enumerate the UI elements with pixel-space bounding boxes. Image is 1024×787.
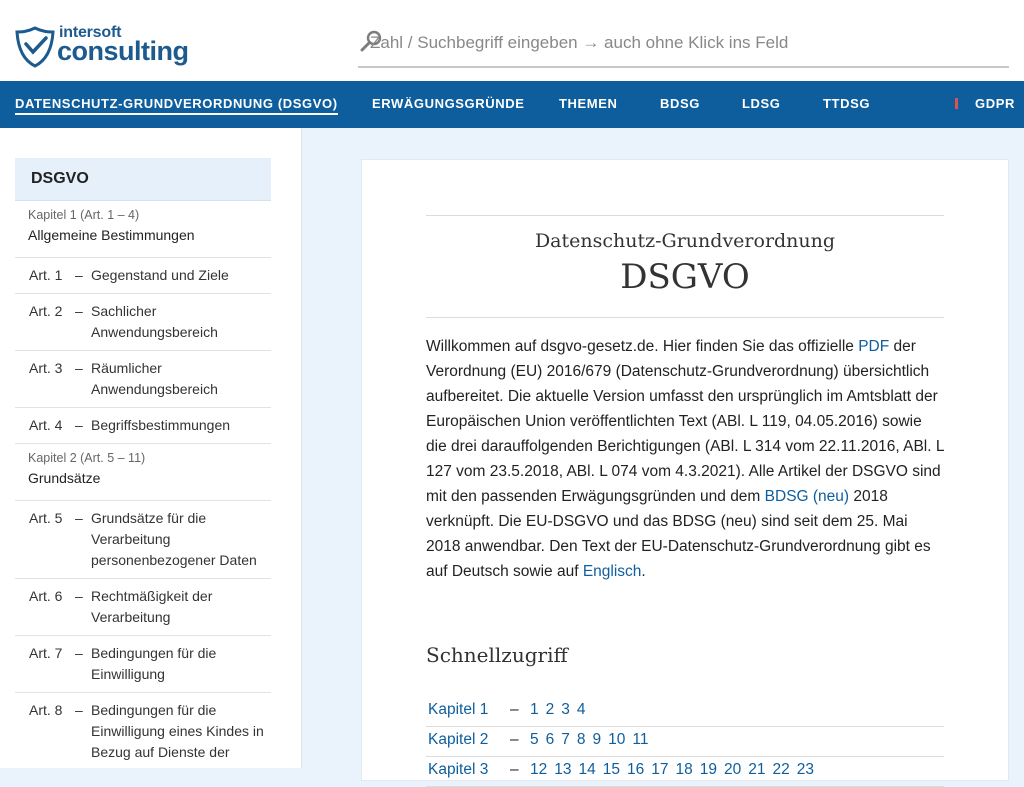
article-dash: –	[75, 510, 83, 526]
search-bar	[358, 22, 1009, 68]
article-dash: –	[75, 303, 83, 319]
article-number: Art. 5	[29, 510, 63, 526]
article-dash: –	[75, 267, 83, 283]
intro-text-1: Willkommen auf dsgvo-gesetz.de. Hier finden Sie das offizielle	[426, 338, 859, 355]
sidebar-item-art-7[interactable]	[15, 636, 271, 693]
page-subtitle: Datenschutz-Grundverordnung	[534, 230, 836, 252]
article-title: Bedingungen für die Einwilligung	[91, 645, 217, 682]
quick-article-link[interactable]: 17	[651, 761, 669, 778]
chapter-number: Kapitel 2 (Art. 5 – 11)	[28, 451, 146, 465]
article-dash: –	[75, 702, 83, 718]
sidebar-item-art-8[interactable]	[15, 693, 271, 783]
quick-access-row	[426, 696, 944, 727]
quick-article-link[interactable]: 3	[561, 701, 570, 718]
intro-text-4: .	[641, 563, 646, 580]
shield-logo-icon	[15, 26, 55, 68]
nav-item-dsgvo[interactable]: DATENSCHUTZ-GRUNDVERORDNUNG (DSGVO)	[15, 96, 338, 115]
quick-dash: –	[510, 701, 519, 718]
article-title: Sachlicher Anwendungsbereich	[91, 303, 218, 340]
article-title: Gegenstand und Ziele	[91, 267, 229, 283]
pdf-link[interactable]: PDF	[858, 338, 890, 355]
article-dash: –	[75, 645, 83, 661]
quick-article-links	[530, 761, 821, 779]
quick-article-link[interactable]: 13	[554, 761, 572, 778]
quick-article-link[interactable]: 14	[578, 761, 596, 778]
article-dash: –	[75, 360, 83, 376]
bdsg-link[interactable]: BDSG (neu)	[764, 488, 850, 505]
logo-text-big: consulting	[57, 36, 189, 66]
intro-paragraph	[426, 334, 946, 584]
quick-access-title: Schnellzugriff	[426, 643, 568, 667]
quick-chapter-link[interactable]: Kapitel 1	[428, 701, 489, 718]
article-number: Art. 4	[29, 417, 63, 433]
search-input[interactable]	[368, 28, 1002, 58]
quick-article-link[interactable]: 12	[530, 761, 548, 778]
article-number: Art. 6	[29, 588, 63, 604]
quick-article-link[interactable]: 11	[632, 731, 649, 748]
quick-chapter-link[interactable]: Kapitel 3	[428, 761, 489, 778]
quick-article-link[interactable]: 22	[772, 761, 790, 778]
quick-article-link[interactable]: 5	[530, 731, 539, 748]
chapter-title: Grundsätze	[28, 470, 101, 486]
article-title: Rechtmäßigkeit der Verarbeitung	[91, 588, 213, 625]
article-title: Bedingungen für die Einwilligung eines Kindes in Bezug auf Dienste der	[91, 702, 264, 760]
sidebar-item-art-6[interactable]	[15, 579, 271, 636]
article-title: Begriffsbestimmungen	[91, 417, 231, 433]
quick-article-link[interactable]: 7	[561, 731, 570, 748]
quick-article-link[interactable]: 23	[796, 761, 814, 778]
quick-article-link[interactable]: 4	[576, 701, 586, 718]
header	[0, 0, 1024, 81]
quick-article-link[interactable]: 19	[699, 761, 717, 778]
quick-article-link[interactable]: 8	[576, 731, 586, 748]
sidebar-item-art-5[interactable]	[15, 501, 271, 579]
nav-item-language-gdpr[interactable]: GDPR	[975, 96, 1015, 111]
nav-item-ttdsg[interactable]: TTDSG	[823, 96, 871, 111]
article-dash: –	[75, 588, 83, 604]
sidebar	[0, 128, 302, 768]
sidebar-item-art-1[interactable]	[15, 258, 271, 294]
quick-dash: –	[510, 761, 519, 778]
quick-article-link[interactable]: 15	[602, 761, 620, 778]
sidebar-heading[interactable]: DSGVO	[15, 158, 271, 201]
quick-dash: –	[510, 731, 519, 748]
intro-text-2: der Verordnung (EU) 2016/679 (Datenschutz-Grundverordnung) übersichtlich aufbereitet. Die aktuelle Version umfasst den ursprünglich im Amtsblatt der Europäischen Union veröffentlichten Text (ABl. L 119, 04.05.2016) sowie die drei darauffolgenden Berichtigungen (ABl. L 314 vom 22.11.2016, ABl. L 127 vom 23.5.2018, ABl. L 074 vom 4.3.2021). Alle Artikel der DSGVO sind mit den passenden Erwägungsgründen und dem	[426, 338, 944, 505]
logo-text-small: intersoft	[59, 24, 122, 41]
chapter-number: Kapitel 1 (Art. 1 – 4)	[28, 208, 140, 222]
quick-access-row	[426, 756, 944, 787]
article-dash: –	[75, 417, 83, 433]
quick-article-link[interactable]: 20	[724, 761, 742, 778]
quick-article-link[interactable]: 10	[608, 731, 626, 748]
article-number: Art. 1	[29, 267, 63, 283]
language-flag-icon	[955, 98, 958, 109]
quick-article-links	[530, 701, 593, 719]
chapter-title: Allgemeine Bestimmungen	[28, 227, 195, 243]
page-title: DSGVO	[620, 257, 750, 297]
quick-article-link[interactable]: 6	[545, 731, 555, 748]
quick-article-link[interactable]: 16	[627, 761, 645, 778]
article-number: Art. 2	[29, 303, 63, 319]
nav-item-bdsg[interactable]: BDSG	[660, 96, 700, 111]
nav-item-ldsg[interactable]: LDSG	[742, 96, 781, 111]
quick-article-link[interactable]: 21	[748, 761, 766, 778]
intro-text-3: 2018 verknüpft. Die EU-DSGVO und das BDSG (neu) sind seit dem 25. Mai 2018 anwendbar. Den Text der EU-Datenschutz-Grundverordnung gibt es auf Deutsch sowie auf	[426, 488, 931, 580]
article-title: Räumlicher Anwendungsbereich	[91, 360, 218, 397]
english-link[interactable]: Englisch	[582, 563, 642, 580]
article-title: Grundsätze für die Verarbeitung personenbezogener Daten	[91, 510, 257, 568]
nav-item-erwaegungsgruende[interactable]: ERWÄGUNGSGRÜNDE	[372, 96, 525, 111]
quick-article-link[interactable]: 18	[675, 761, 693, 778]
quick-article-link[interactable]: 9	[592, 731, 602, 748]
sidebar-item-art-2[interactable]	[15, 294, 271, 351]
nav-item-themen[interactable]: THEMEN	[559, 96, 618, 111]
main-nav	[0, 81, 1024, 128]
quick-article-link[interactable]: 2	[545, 701, 555, 718]
sidebar-chapter-1[interactable]	[15, 208, 271, 258]
article-number: Art. 3	[29, 360, 63, 376]
quick-article-links	[530, 731, 655, 749]
sidebar-item-art-4[interactable]	[15, 408, 271, 444]
quick-chapter-link[interactable]: Kapitel 2	[428, 731, 489, 748]
article-number: Art. 8	[29, 702, 63, 718]
quick-article-link[interactable]: 1	[530, 701, 539, 718]
sidebar-item-art-3[interactable]	[15, 351, 271, 408]
title-rule-bottom	[426, 317, 944, 318]
title-rule-top	[426, 215, 944, 216]
article-number: Art. 7	[29, 645, 63, 661]
main-content-card	[361, 159, 1009, 781]
sidebar-chapter-2[interactable]	[15, 451, 271, 501]
logo[interactable]	[15, 24, 189, 70]
quick-access-row	[426, 726, 944, 757]
